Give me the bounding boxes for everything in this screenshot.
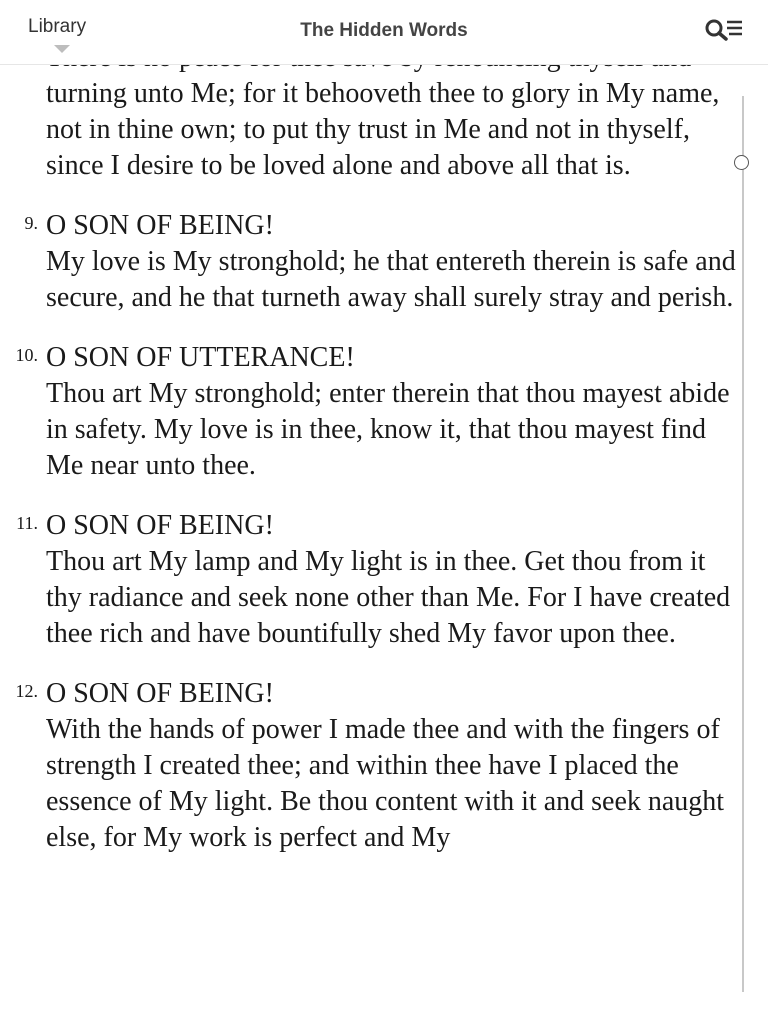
- passage-number: 10.: [15, 345, 38, 365]
- scroll-thumb[interactable]: [734, 155, 749, 170]
- passage-text: With the hands of power I made thee and with the fingers of strength I created thee; and within thee have I placed the essence of My light. Be thou content with it and seek naught else, for My work is perfect and My: [46, 714, 725, 853]
- passage-list: [0, 40, 740, 856]
- passage-11: [0, 508, 736, 652]
- passage-12: [0, 676, 736, 856]
- passage-text: turning unto Me; for it behooveth thee to glory in My name, not in thine own; to put thy trust in Me and not in thyself, since I desire to be loved alone and above all that is.: [46, 78, 720, 181]
- passage-number: 12.: [15, 681, 38, 701]
- library-button[interactable]: Library: [28, 16, 87, 37]
- caret-down-icon: [54, 45, 70, 53]
- passage-9: [0, 208, 736, 316]
- passage-text: Thou art My stronghold; enter therein that thou mayest abide in safety. My love is in thee, know it, that thou mayest find Me near unto thee.: [46, 378, 730, 481]
- passage-10: [0, 340, 736, 484]
- scroll-track[interactable]: [742, 96, 744, 992]
- passage-number: 9.: [24, 213, 38, 233]
- passage-heading: O SON OF BEING!: [46, 210, 274, 241]
- search-toc-button[interactable]: [704, 18, 744, 42]
- book-title: The Hidden Words: [300, 20, 468, 41]
- passage-heading: O SON OF BEING!: [46, 678, 274, 709]
- passage-text: Thou art My lamp and My light is in thee. Get thou from it thy radiance and seek none other than Me. For I have created thee rich and have bountifully shed My favor upon thee.: [46, 546, 731, 649]
- passage-text: My love is My stronghold; he that entereth therein is safe and secure, and he that turneth away shall surely stray and perish.: [46, 246, 736, 313]
- list-icon: [727, 22, 742, 34]
- search-icon: [707, 21, 726, 39]
- passage-heading: O SON OF BEING!: [46, 510, 274, 541]
- top-bar: [0, 0, 768, 65]
- passage-heading: O SON OF UTTERANCE!: [46, 342, 355, 373]
- passage-number: 11.: [16, 513, 38, 533]
